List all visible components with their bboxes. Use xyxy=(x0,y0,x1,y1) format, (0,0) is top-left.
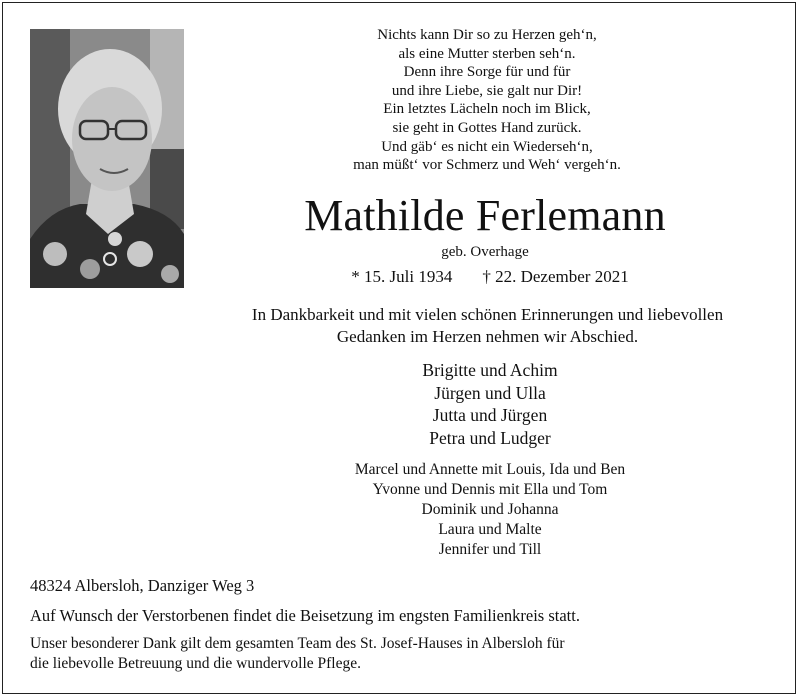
thanks-line: Gedanken im Herzen nehmen wir Abschied. xyxy=(336,327,639,346)
poem-line: Ein letztes Lächeln noch im Blick, xyxy=(383,101,591,118)
death-date: † 22. Dezember 2021 xyxy=(482,267,629,286)
poem-line: Nichts kann Dir so zu Herzen geh‘n, xyxy=(377,27,597,43)
poem-line: als eine Mutter sterben seh‘n. xyxy=(398,45,576,62)
poem-line: sie geht in Gottes Hand zurück. xyxy=(392,119,582,136)
maiden-name: geb. Overhage xyxy=(441,244,529,260)
list-item: Dominik und Johanna xyxy=(421,501,559,518)
funeral-note: Auf Wunsch der Verstorbenen findet die Beisetzung im engsten Familienkreis statt. xyxy=(30,606,580,625)
list-item: Brigitte und Achim xyxy=(422,360,558,380)
life-dates xyxy=(330,266,650,288)
poem xyxy=(292,26,682,175)
portrait-image xyxy=(30,29,184,288)
thanks-line: In Dankbarkeit und mit vielen schönen Erinnerungen und liebevollen xyxy=(251,305,724,324)
list-item: Petra und Ludger xyxy=(429,427,551,448)
birth-date: * 15. Juli 1934 xyxy=(351,267,453,286)
list-item: Laura und Malte xyxy=(438,521,542,538)
acknowledgement xyxy=(30,634,730,674)
list-item: Jutta und Jürgen xyxy=(432,405,548,425)
list-item: Jürgen und Ulla xyxy=(434,382,546,403)
deceased-name: Mathilde Ferlemann xyxy=(304,191,666,240)
list-item: Jennifer und Till xyxy=(438,541,542,558)
children-list xyxy=(340,359,640,449)
acknowledgement-line: Unser besonderer Dank gilt dem gesamten Team des St. Josef-Hauses in Albersloh für xyxy=(30,635,565,652)
poem-line: Und gäb‘ es nicht ein Wiederseh‘n, xyxy=(381,138,593,155)
acknowledgement-line: die liebevolle Betreuung und die wundervolle Pflege. xyxy=(30,655,362,672)
poem-line: Denn ihre Sorge für und für xyxy=(403,64,571,81)
grandchildren-list xyxy=(300,460,680,560)
portrait-photo xyxy=(30,29,184,288)
thanks-text xyxy=(220,304,755,348)
poem-line: und ihre Liebe, sie galt nur Dir! xyxy=(391,82,583,99)
list-item: Marcel und Annette mit Louis, Ida und Ben xyxy=(354,461,626,478)
address: 48324 Albersloh, Danziger Weg 3 xyxy=(30,576,255,595)
poem-line: man müßt‘ vor Schmerz und Weh‘ vergeh‘n. xyxy=(353,157,621,174)
list-item: Yvonne und Dennis mit Ella und Tom xyxy=(372,481,608,498)
